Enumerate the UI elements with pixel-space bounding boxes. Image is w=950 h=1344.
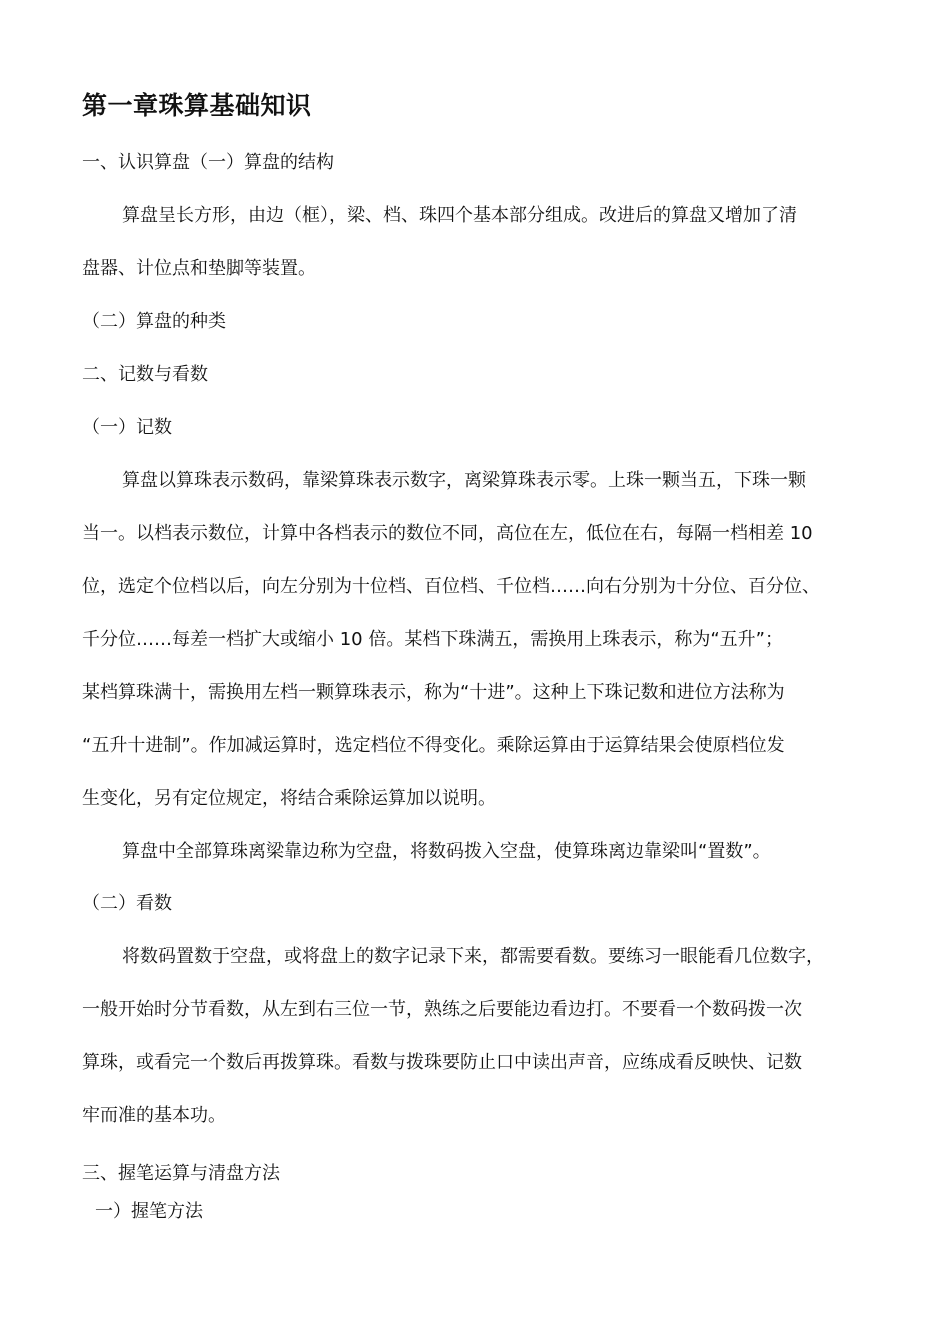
paragraph-line: 生变化，另有定位规定，将结合乘除运算加以说明。 <box>82 788 496 809</box>
section-heading: 二、记数与看数 <box>82 364 208 385</box>
section-heading: 三、握笔运算与清盘方法 <box>82 1163 280 1184</box>
paragraph-line: 算盘中全部算珠离梁靠边称为空盘，将数码拨入空盘，使算珠离边靠梁叫“置数”。 <box>122 841 771 862</box>
chapter-title: 第一章珠算基础知识 <box>82 91 312 120</box>
paragraph-line: 算珠，或看完一个数后再拨算珠。看数与拨珠要防止口中读出声音，应练成看反映快、记数 <box>82 1052 802 1073</box>
paragraph-line: 将数码置数于空盘，或将盘上的数字记录下来，都需要看数。要练习一眼能看几位数字， <box>122 946 824 967</box>
section-heading: 一、认识算盘（一）算盘的结构 <box>82 152 334 173</box>
paragraph-line: 位，选定个位档以后，向左分别为十位档、百位档、千位档……向右分别为十分位、百分位、 <box>82 576 820 597</box>
paragraph-line: 一般开始时分节看数，从左到右三位一节，熟练之后要能边看边打。不要看一个数码拨一次 <box>82 999 802 1020</box>
paragraph-line: 牢而准的基本功。 <box>82 1105 226 1126</box>
subsection-heading: （二）算盘的种类 <box>82 311 226 332</box>
paragraph-line: 某档算珠满十，需换用左档一颗算珠表示，称为“十进”。这种上下珠记数和进位方法称为 <box>82 682 785 703</box>
subsection-heading: （一）记数 <box>82 417 172 438</box>
paragraph-line: 算盘以算珠表示数码，靠梁算珠表示数字，离梁算珠表示零。上珠一颗当五，下珠一颗 <box>122 470 806 491</box>
paragraph-line: 盘器、计位点和垫脚等装置。 <box>82 258 316 279</box>
paragraph-line: 算盘呈长方形，由边（框），梁、档、珠四个基本部分组成。改进后的算盘又增加了清 <box>122 205 797 226</box>
paragraph-line: “五升十进制”。作加减运算时，选定档位不得变化。乘除运算由于运算结果会使原档位发 <box>82 735 785 756</box>
paragraph-line: 当一。以档表示数位，计算中各档表示的数位不同，高位在左，低位在右，每隔一档相差 10 <box>82 523 813 544</box>
subsection-heading: 一）握笔方法 <box>95 1201 203 1222</box>
paragraph-line: 千分位……每差一档扩大或缩小 10 倍。某档下珠满五，需换用上珠表示，称为“五升”； <box>82 629 783 650</box>
subsection-heading: （二）看数 <box>82 893 172 914</box>
